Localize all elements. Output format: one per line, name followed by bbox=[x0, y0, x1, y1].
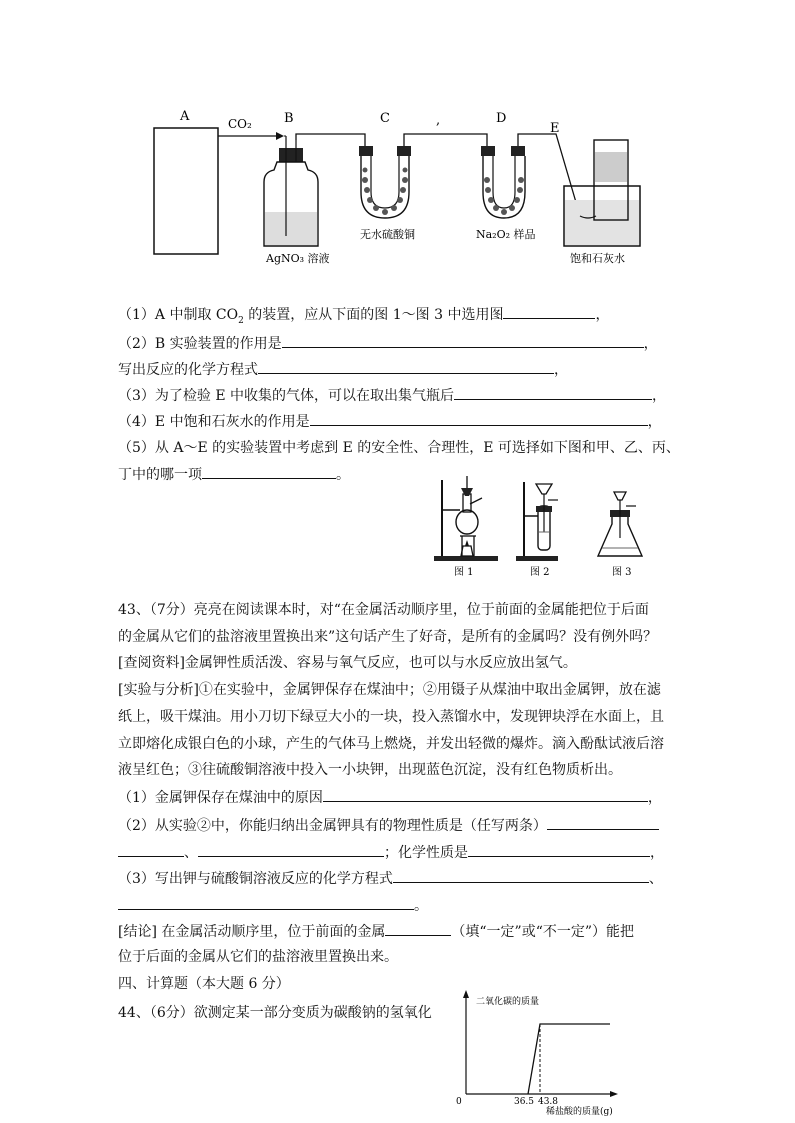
apparatus-diagram bbox=[140, 100, 660, 270]
chart-tick-label: 36.5 bbox=[513, 1097, 535, 1107]
q42-2: （2）B 实验装置的作用是 ， bbox=[118, 333, 658, 354]
answer-blank[interactable] bbox=[393, 868, 649, 883]
q42-5b: 丁中的哪一项 。 bbox=[118, 464, 350, 485]
q44-text: 44、（6分）欲测定某一部分变质为碳酸钠的氢氧化 bbox=[118, 1005, 432, 1021]
chart-origin: 0 bbox=[456, 1097, 462, 1107]
lab-figures bbox=[430, 470, 670, 585]
answer-blank[interactable] bbox=[547, 815, 659, 830]
figure-1-label: 图 1 bbox=[454, 567, 474, 578]
apparatus-caption-b: AgNO₃ 溶液 bbox=[266, 252, 330, 265]
apparatus-caption-d: Na₂O₂ 样品 bbox=[476, 228, 536, 241]
q43-c1: [结论] 在金属活动顺序里，位于前面的金属 （填“一定”或“不一定”）能把 bbox=[118, 921, 634, 942]
q43-p3: [查阅资料]金属钾性质活泼、容易与氧气反应，也可以与水反应放出氢气。 bbox=[118, 655, 577, 671]
q43-p5: 纸上，吸干煤油。用小刀切下绿豆大小的一块，投入蒸馏水中，发现钾块浮在水面上，且 bbox=[118, 709, 664, 725]
apparatus-label-e: E bbox=[550, 121, 560, 136]
q43-s2b: 、 ；化学性质是 ， bbox=[118, 842, 664, 863]
figure-2-label: 图 2 bbox=[530, 567, 550, 578]
apparatus-caption-e: 饱和石灰水 bbox=[570, 252, 625, 265]
q42-2b: 写出反应的化学方程式 ， bbox=[118, 359, 568, 380]
answer-blank[interactable] bbox=[503, 304, 595, 319]
apparatus-label-b: B bbox=[284, 111, 294, 126]
figure-3-label: 图 3 bbox=[612, 567, 632, 578]
y-axis bbox=[463, 990, 469, 1094]
apparatus-co2-label: CO₂ bbox=[228, 117, 252, 131]
q43-p7: 液呈红色；③往硫酸铜溶液中投入一小块钾，出现蓝色沉淀，没有红色物质析出。 bbox=[118, 762, 622, 778]
q43-c2: 位于后面的金属从它们的盐溶液里置换出来。 bbox=[118, 949, 398, 965]
figure-1 bbox=[434, 476, 498, 561]
answer-blank[interactable] bbox=[118, 842, 184, 857]
q42-4: （4）E 中饱和石灰水的作用是 ， bbox=[118, 411, 662, 432]
apparatus-caption-c: 无水硫酸铜 bbox=[360, 228, 415, 241]
q42-1: （1）A 中制取 $CO_2$ 的装置，应从下面的图 1～图 3 中选用图 ， bbox=[118, 304, 609, 331]
q43-s3b: 。 bbox=[118, 895, 428, 916]
apparatus-a-box bbox=[154, 128, 218, 254]
answer-blank[interactable] bbox=[310, 411, 648, 426]
answer-blank[interactable] bbox=[202, 464, 336, 479]
q43-p6: 立即熔化成银白色的小球，产生的气体马上燃烧，并发出轻微的爆炸。滴入酚酞试液后溶 bbox=[118, 736, 664, 752]
q43-s3: （3）写出钾与硫酸铜溶液反应的化学方程式 、 bbox=[118, 868, 663, 889]
apparatus-label-d: D bbox=[496, 111, 507, 126]
apparatus-label-a: A bbox=[180, 109, 190, 124]
answer-blank[interactable] bbox=[118, 895, 414, 910]
q42-3: （3）为了检验 E 中收集的气体，可以在取出集气瓶后 ， bbox=[118, 385, 666, 406]
answer-blank[interactable] bbox=[258, 359, 554, 374]
q43-s1: （1）金属钾保存在煤油中的原因 ， bbox=[118, 787, 662, 808]
co2-chart bbox=[452, 990, 622, 1120]
chart-tick-label: 43.8 bbox=[537, 1097, 559, 1107]
q42-5: （5）从 A～E 的实验装置中考虑到 E 的安全性、合理性，E 可选择如下图和甲、乙、丙、 bbox=[118, 440, 680, 456]
answer-blank[interactable] bbox=[385, 921, 451, 936]
section4-title: 四、计算题（本大题 6 分） bbox=[118, 976, 290, 992]
apparatus-label-c-dot: , bbox=[436, 113, 441, 128]
answer-blank[interactable] bbox=[454, 385, 652, 400]
answer-blank[interactable] bbox=[198, 842, 384, 857]
q43-p4: [实验与分析]①在实验中，金属钾保存在煤油中；②用镊子从煤油中取出金属钾，放在滤 bbox=[118, 682, 661, 698]
q43-s2: （2）从实验②中，你能归纳出金属钾具有的物理性质是（任写两条） bbox=[118, 815, 659, 836]
answer-blank[interactable] bbox=[468, 842, 650, 857]
figure-2 bbox=[516, 482, 558, 561]
answer-blank[interactable] bbox=[323, 787, 648, 802]
chart-xlabel: 稀盐酸的质量(g) bbox=[546, 1107, 613, 1117]
q43-p2: 的金属从它们的盐溶液里置换出来”这句话产生了好奇，是所有的金属吗？没有例外吗？ bbox=[118, 629, 658, 645]
answer-blank[interactable] bbox=[282, 333, 644, 348]
apparatus-label-c: C bbox=[380, 111, 390, 126]
q43-p1: 43、（7分）亮亮在阅读课本时，对“在金属活动顺序里，位于前面的金属能把位于后面 bbox=[118, 602, 649, 618]
figure-3 bbox=[598, 492, 642, 556]
chart-ylabel: 二氧化碳的质量 bbox=[476, 997, 540, 1007]
